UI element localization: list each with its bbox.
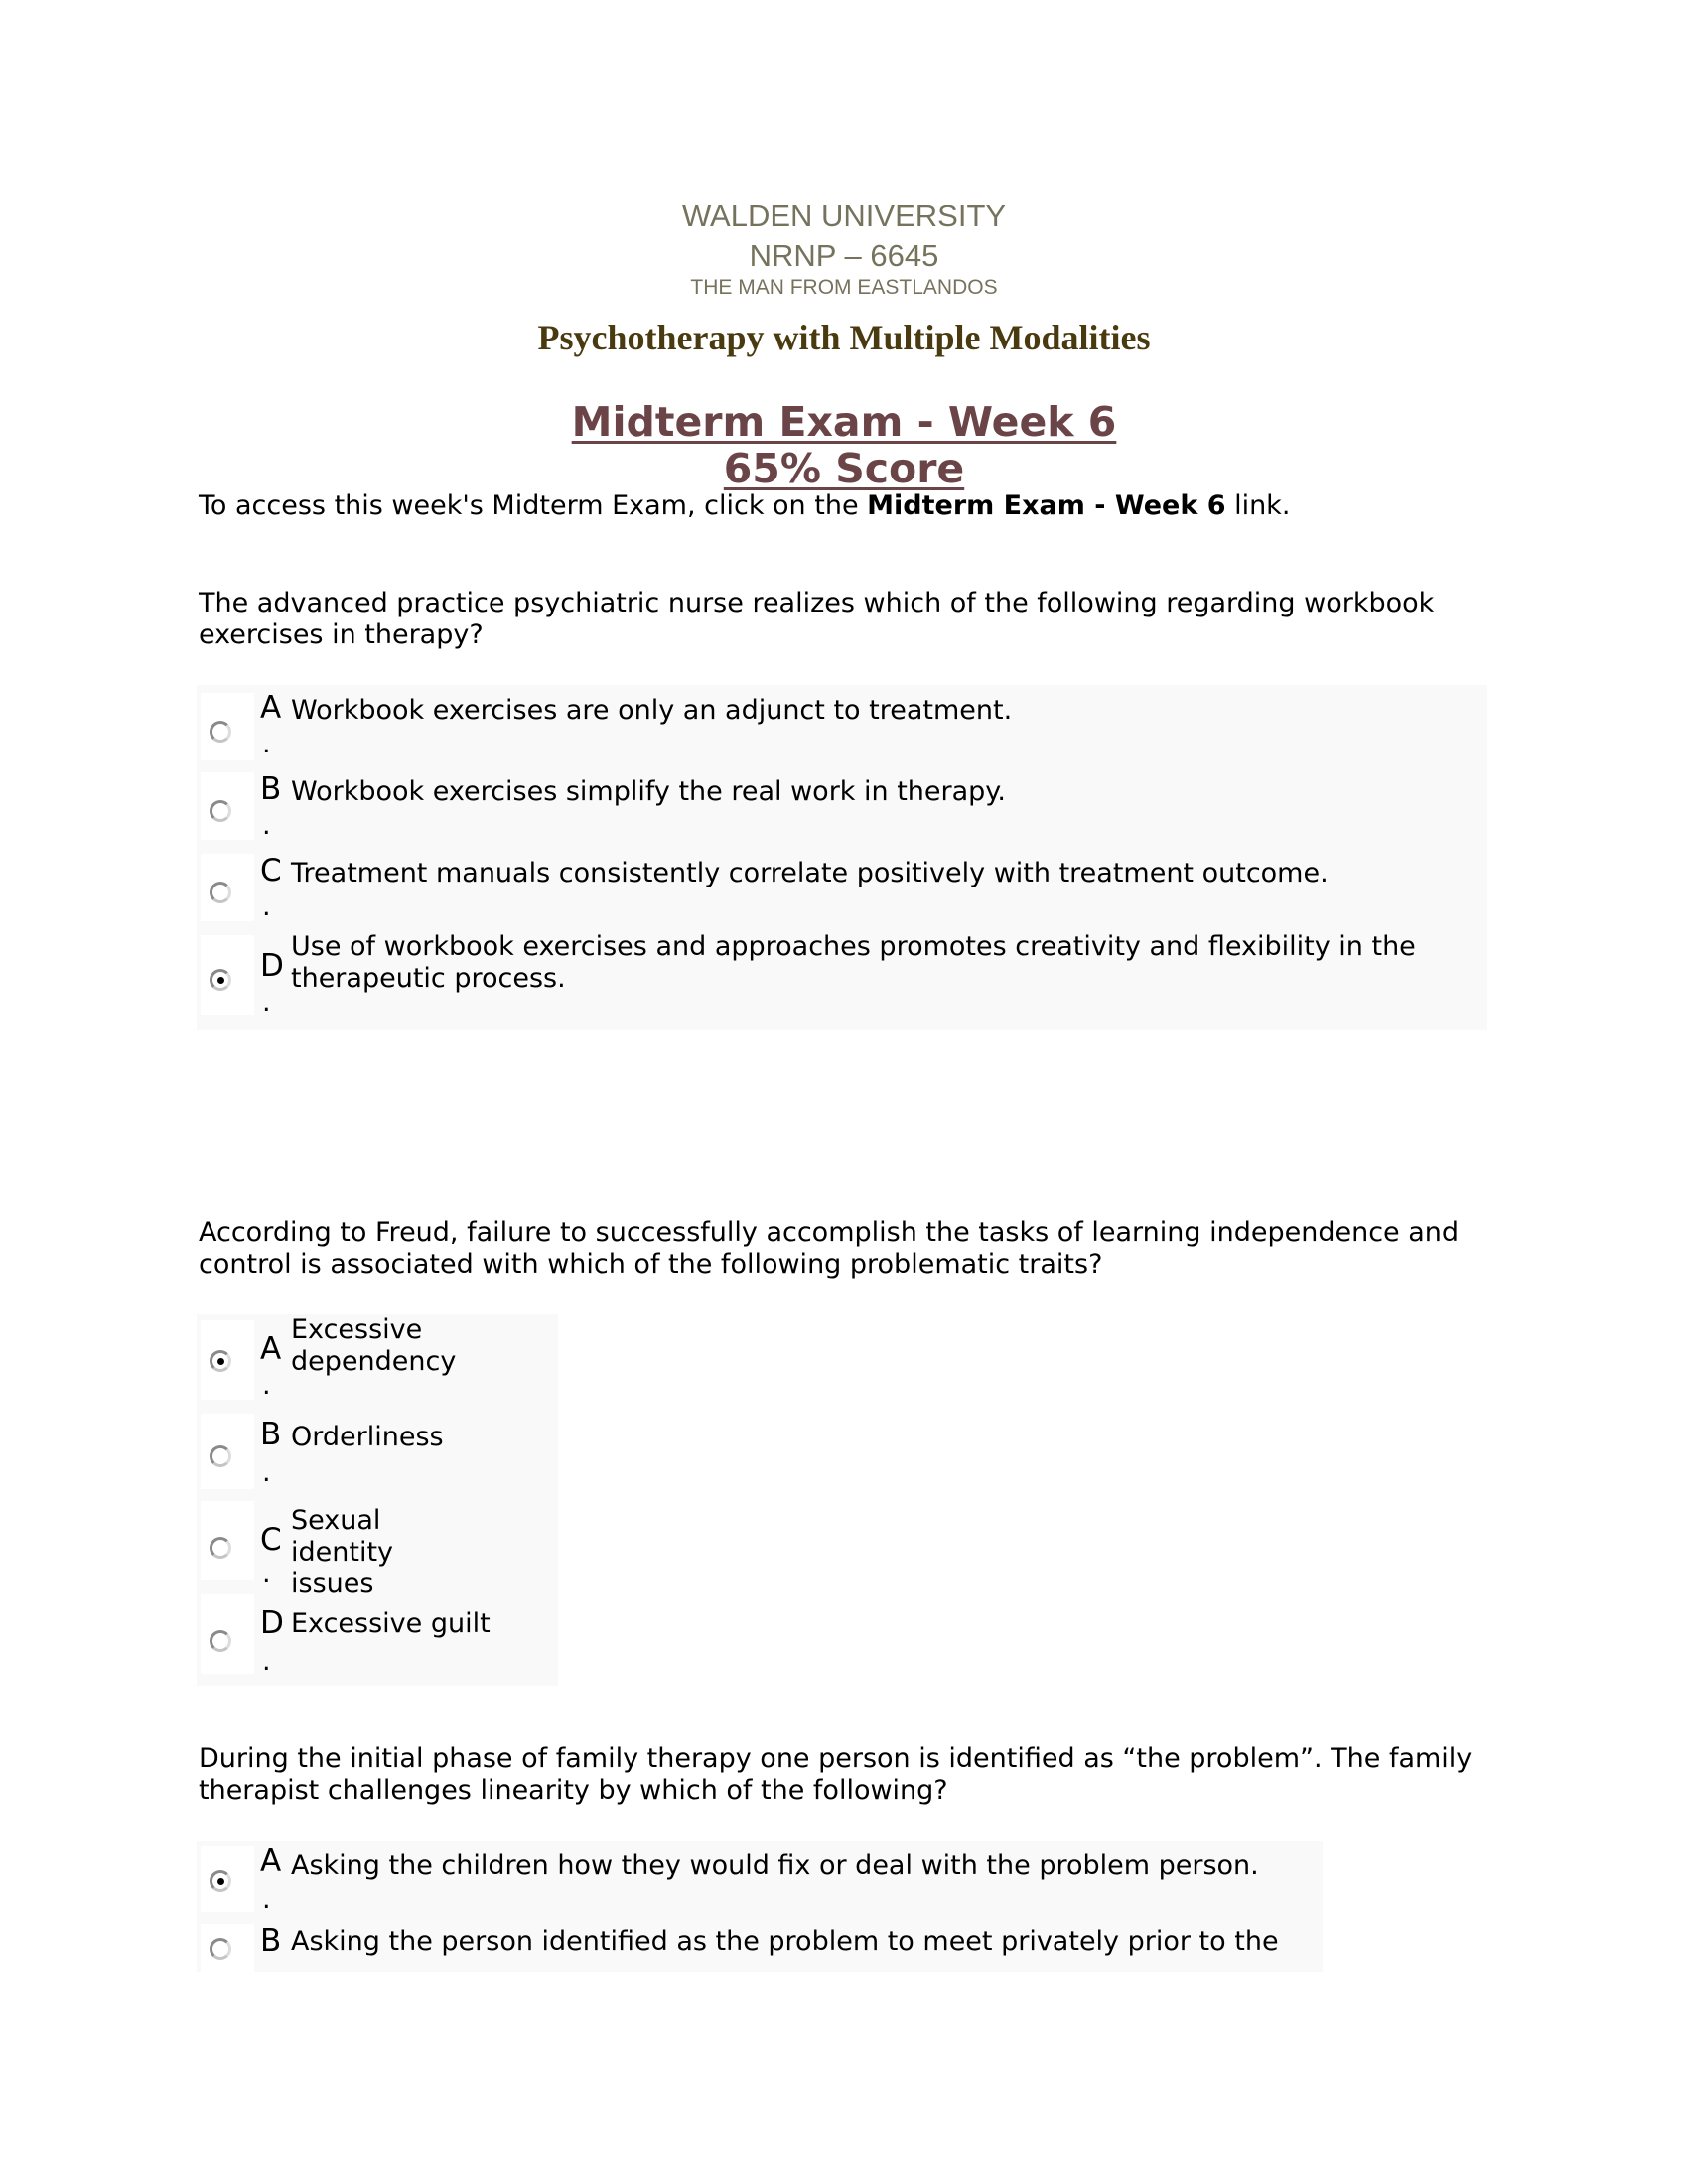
exam-title: Midterm Exam - Week 6 — [571, 398, 1117, 446]
option-letter-dot: . — [262, 1559, 271, 1589]
answer-option[interactable] — [197, 848, 1487, 929]
option-text: Asking the children how they would fix or deal with the problem person. — [291, 1850, 1259, 1881]
question-2-text: According to Freud, failure to successfully accomplish the tasks of learning independence and control is associated with which of the following problematic traits? — [199, 1217, 1460, 1280]
answer-option[interactable] — [197, 685, 1487, 768]
answer-option[interactable] — [197, 1495, 558, 1599]
option-letter-dot: . — [262, 1646, 271, 1677]
radio-button[interactable] — [210, 800, 231, 822]
option-text: Sexual identity issues — [291, 1505, 394, 1599]
answer-option[interactable] — [197, 929, 1487, 1028]
question-1-answers — [197, 685, 1487, 1030]
option-text: Excessive guilt — [291, 1608, 491, 1639]
radio-button-selected[interactable] — [210, 969, 231, 991]
option-letter: B — [260, 771, 282, 807]
document-header — [0, 197, 1688, 359]
course-code: NRNP – 6645 — [749, 238, 939, 273]
radio-button[interactable] — [210, 1537, 231, 1559]
answer-option[interactable] — [197, 1841, 1323, 1918]
radio-button[interactable] — [210, 721, 231, 743]
radio-button[interactable] — [210, 1938, 231, 1960]
option-letter-dot: . — [262, 1370, 271, 1401]
option-letter: A — [260, 1331, 282, 1367]
radio-button[interactable] — [210, 1630, 231, 1652]
question-3-answers — [197, 1841, 1323, 1972]
option-letter-dot: . — [262, 729, 271, 759]
option-text: Workbook exercises simplify the real work in therapy. — [291, 776, 1007, 807]
radio-button-selected[interactable] — [210, 1350, 231, 1372]
option-letter-dot: . — [262, 810, 271, 841]
option-text: Use of workbook exercises and approaches promotes creativity and flexibility in the therapeutic process. — [291, 931, 1416, 994]
option-letter-dot: . — [262, 891, 271, 922]
option-text: Excessive dependency — [291, 1314, 457, 1377]
option-letter: A — [260, 690, 282, 726]
option-letter-dot: . — [262, 1457, 271, 1488]
course-subject: Psychotherapy with Multiple Modalities — [537, 318, 1151, 357]
option-letter: A — [260, 1843, 282, 1879]
option-text: Asking the person identified as the problem to meet privately prior to the — [291, 1926, 1279, 1957]
answer-option[interactable] — [197, 1408, 558, 1495]
radio-button[interactable] — [210, 882, 231, 903]
option-text: Treatment manuals consistently correlate positively with treatment outcome. — [291, 858, 1329, 888]
intro-link-text: Midterm Exam - Week 6 — [867, 490, 1226, 521]
intro-text-before: To access this week's Midterm Exam, click on the — [199, 490, 868, 521]
question-3-text: During the initial phase of family therapy one person is identified as “the problem”. The family therapist challenges linearity by which of the following? — [199, 1743, 1473, 1806]
exam-title-block — [0, 399, 1688, 492]
answer-option[interactable] — [197, 1314, 558, 1408]
option-letter: B — [260, 1923, 282, 1959]
question-1-text: The advanced practice psychiatric nurse realizes which of the following regarding workbook exercises in therapy? — [199, 588, 1435, 650]
exam-intro — [199, 490, 1489, 522]
answer-option[interactable] — [197, 1918, 1323, 1972]
option-letter: C — [260, 1522, 282, 1558]
option-letter: B — [260, 1417, 282, 1452]
university-name: WALDEN UNIVERSITY — [681, 199, 1007, 233]
question-2-answers — [197, 1314, 558, 1686]
option-letter-dot: . — [262, 1884, 271, 1915]
option-letter: C — [260, 853, 282, 888]
option-letter-dot: . — [262, 987, 271, 1018]
author-line: THE MAN FROM EASTLANDOS — [690, 276, 998, 299]
answer-option[interactable] — [197, 1588, 558, 1684]
option-text: Workbook exercises are only an adjunct to treatment. — [291, 695, 1013, 726]
option-text: Orderliness — [291, 1422, 444, 1452]
intro-text-after: link. — [1225, 490, 1291, 521]
answer-option[interactable] — [197, 766, 1487, 848]
option-letter: D — [260, 948, 284, 984]
exam-score: 65% Score — [723, 445, 965, 492]
option-letter: D — [260, 1605, 284, 1641]
radio-button-selected[interactable] — [210, 1870, 231, 1892]
radio-button[interactable] — [210, 1445, 231, 1467]
